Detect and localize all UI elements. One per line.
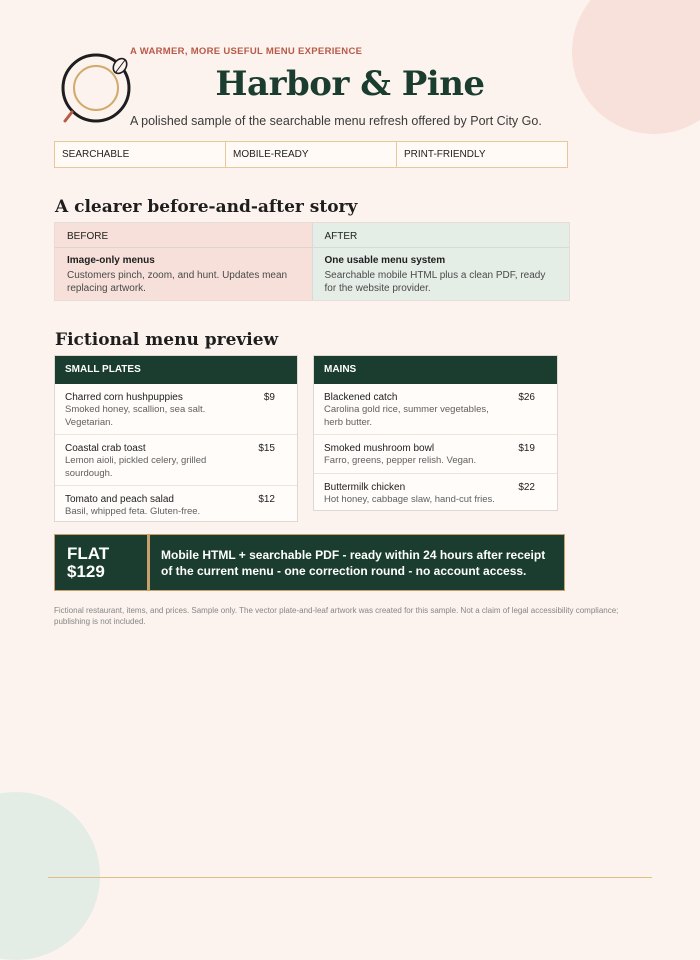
item-description: Hot honey, cabbage slaw, hand-cut fries.: [324, 494, 495, 505]
before-column: [55, 223, 312, 300]
before-label: BEFORE: [55, 223, 312, 248]
mains-title: MAINS: [314, 356, 557, 384]
item-price: $12: [258, 494, 275, 505]
decorative-circle-top-right: [572, 0, 700, 134]
item-price: $19: [518, 443, 535, 454]
menu-item: [55, 384, 297, 435]
offer-description: Mobile HTML + searchable PDF - ready within 24 hours after receipt of the current menu - one correction round - no account access.: [161, 548, 546, 578]
item-price: $9: [263, 392, 275, 403]
before-after-table: [54, 222, 570, 301]
feature-mobile-ready: MOBILE-READY: [226, 142, 397, 167]
menu-item: [314, 474, 557, 512]
item-name: Blackened catch: [324, 392, 398, 403]
item-name: Coastal crab toast: [65, 443, 146, 454]
eyebrow-tagline: A WARMER, MORE USEFUL MENU EXPERIENCE: [130, 46, 363, 57]
after-label: AFTER: [313, 223, 570, 248]
menu-item: [314, 384, 557, 435]
before-title: Image-only menus: [67, 255, 155, 266]
before-text: Customers pinch, zoom, and hunt. Updates mean replacing artwork.: [67, 270, 288, 294]
item-price: $26: [518, 392, 535, 403]
plate-and-leaf-icon: [56, 50, 136, 130]
after-column: [312, 223, 570, 300]
footnote-disclaimer: Fictional restaurant, items, and prices. Sample only. The vector plate-and-leaf artwork was created for this sample. Not a claim of legal accessibility compliance; publishing is not included.: [54, 606, 619, 626]
comparison-heading: A clearer before-and-after story: [55, 197, 358, 217]
item-description: Farro, greens, pepper relish. Vegan.: [324, 455, 477, 466]
menu-item: [314, 435, 557, 474]
offer-flat-label: FLAT: [67, 544, 110, 563]
item-description: Carolina gold rice, summer vegetables, herb butter.: [324, 404, 489, 428]
menu-item: [55, 435, 297, 486]
menu-item: [55, 486, 297, 524]
brand-title: Harbor & Pine: [215, 64, 485, 104]
item-price: $15: [258, 443, 275, 454]
decorative-circle-bottom-left: [0, 792, 100, 960]
item-price: $22: [518, 482, 535, 493]
item-description: Lemon aioli, pickled celery, grilled sourdough.: [65, 455, 207, 479]
offer-price: [55, 535, 150, 590]
pricing-offer-banner: [54, 534, 565, 591]
bottom-divider: [48, 877, 652, 878]
item-description: Basil, whipped feta. Gluten-free.: [65, 506, 201, 517]
mains-card: [313, 355, 558, 511]
item-name: Tomato and peach salad: [65, 494, 174, 505]
page-subtitle: A polished sample of the searchable menu refresh offered by Port City Go.: [130, 114, 542, 128]
feature-print-friendly: PRINT-FRIENDLY: [404, 149, 486, 160]
item-name: Charred corn hushpuppies: [65, 392, 183, 403]
after-text: Searchable mobile HTML plus a clean PDF, ready for the website provider.: [324, 270, 546, 294]
item-name: Smoked mushroom bowl: [324, 443, 435, 454]
small-plates-title: SMALL PLATES: [55, 356, 297, 384]
feature-searchable: SEARCHABLE: [55, 142, 226, 167]
item-description: Smoked honey, scallion, sea salt. Vegetarian.: [65, 404, 206, 428]
item-name: Buttermilk chicken: [324, 482, 406, 493]
offer-amount: $129: [67, 562, 105, 581]
feature-strip: [54, 141, 568, 168]
preview-heading: Fictional menu preview: [55, 330, 279, 350]
small-plates-card: [54, 355, 298, 522]
after-title: One usable menu system: [324, 255, 446, 266]
